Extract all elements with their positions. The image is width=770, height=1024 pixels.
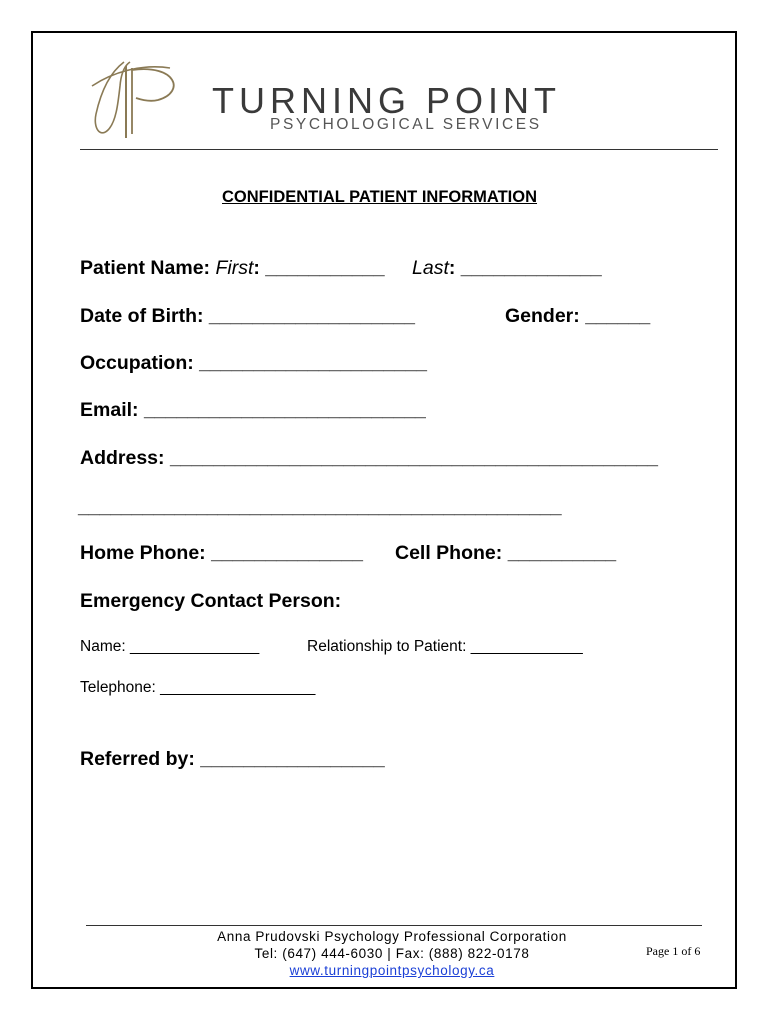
address-row (80, 447, 658, 470)
logo-monogram (86, 56, 206, 142)
last-name-colon: : (448, 257, 461, 279)
emergency-name-label: Name: (80, 638, 130, 655)
emergency-telephone-label: Telephone: (80, 679, 161, 696)
emergency-contact-heading: Emergency Contact Person: (80, 590, 342, 612)
dob-field[interactable]: ___________________ (208, 305, 415, 327)
first-name-label: First (215, 257, 254, 279)
logo-subtitle: PSYCHOLOGICAL SERVICES (270, 116, 542, 133)
occupation-row (80, 352, 427, 375)
address-field-line-2[interactable]: _____________________________________________ (78, 496, 562, 518)
dob-label: Date of Birth: (80, 305, 209, 327)
home-phone-row (80, 542, 363, 565)
footer-website-row (182, 963, 602, 978)
home-phone-label: Home Phone: (80, 542, 212, 564)
emergency-name-row (80, 638, 259, 656)
gender-field[interactable]: ______ (585, 305, 651, 327)
address-label: Address: (80, 447, 170, 469)
cell-phone-label: Cell Phone: (395, 542, 508, 564)
logo-name: TURNING POINT (212, 80, 561, 121)
relationship-row (307, 638, 583, 656)
form-heading: CONFIDENTIAL PATIENT INFORMATION (222, 188, 538, 206)
email-field[interactable]: __________________________ (143, 399, 426, 421)
first-name-field[interactable]: ___________ (265, 257, 385, 279)
footer-contact: Tel: (647) 444-6030 | Fax: (888) 822-0178 (254, 946, 530, 961)
relationship-field[interactable]: _____________ (470, 638, 583, 655)
footer-divider (86, 925, 702, 926)
last-name-field[interactable]: _____________ (460, 257, 602, 279)
email-row (80, 399, 426, 422)
referred-by-field[interactable]: _________________ (200, 748, 385, 770)
cell-phone-row (395, 542, 616, 565)
occupation-field[interactable]: _____________________ (199, 352, 427, 374)
last-name-label: Last (412, 257, 449, 279)
emergency-name-field[interactable]: _______________ (129, 638, 260, 655)
referred-by-row (80, 748, 385, 771)
occupation-label: Occupation: (80, 352, 200, 374)
email-label: Email: (80, 399, 144, 421)
home-phone-field[interactable]: ______________ (211, 542, 363, 564)
header-divider (80, 149, 718, 150)
footer-website-link[interactable]: www.turningpointpsychology.ca (289, 963, 495, 978)
relationship-label: Relationship to Patient: (307, 638, 471, 655)
footer-company: Anna Prudovski Psychology Professional Corporation (217, 929, 567, 944)
cell-phone-field[interactable]: __________ (507, 542, 617, 564)
patient-name-row (80, 257, 385, 280)
dob-row (80, 305, 415, 328)
address-field[interactable]: _____________________________________________ (169, 447, 658, 469)
last-name-row (412, 257, 602, 280)
emergency-telephone-row (80, 679, 315, 697)
patient-name-label: Patient Name: (80, 257, 216, 279)
first-name-colon: : (253, 257, 266, 279)
page-number: Page 1 of 6 (646, 944, 701, 958)
referred-by-label: Referred by: (80, 748, 201, 770)
gender-label: Gender: (505, 305, 586, 327)
emergency-telephone-field[interactable]: __________________ (160, 679, 316, 696)
gender-row (505, 305, 650, 328)
